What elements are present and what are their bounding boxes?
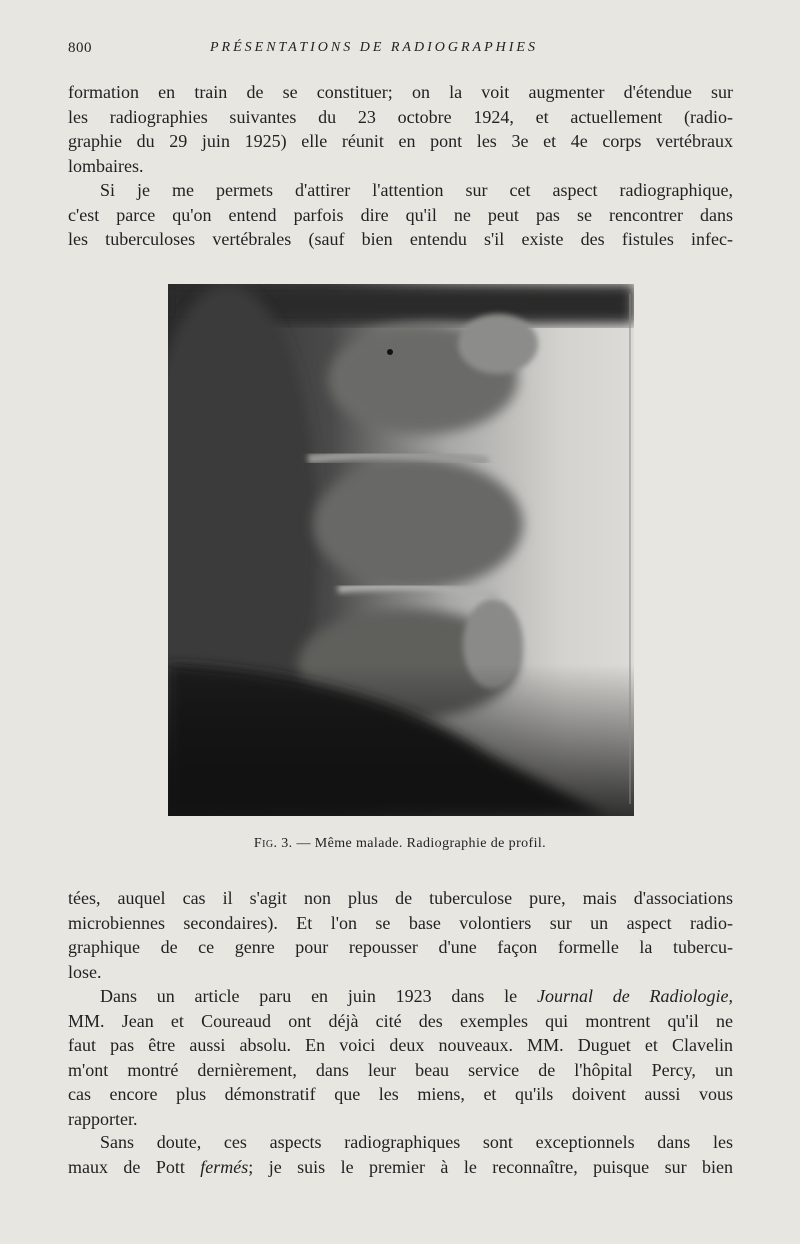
figure-label: Fig. 3. bbox=[253, 836, 293, 851]
text-line: lombaires. bbox=[68, 155, 144, 176]
text-line: c'est parce qu'on entend parfois dire qu'il ne peut pas se rencontrer dans bbox=[68, 204, 733, 225]
running-head: PRÉSENTATIONS DE RADIOGRAPHIES bbox=[210, 40, 538, 55]
text-line: microbiennes secondaires). Et l'on se base volontiers sur un aspect radio- bbox=[68, 912, 733, 933]
text-line: graphie du 29 juin 1925) elle réunit en pont les 3e et 4e corps vertébraux bbox=[68, 131, 733, 151]
text-line: graphique de ce genre pour repousser d'une façon formelle la tubercu- bbox=[68, 937, 733, 957]
text-segment: ; je suis le premier à le reconnaître, puisque sur bien bbox=[248, 1156, 733, 1177]
text-segment: Dans un article paru en juin 1923 dans le bbox=[100, 986, 518, 1006]
text-line: cas encore plus démonstratif que les miens, et qu'ils doivent aussi vous bbox=[68, 1084, 733, 1104]
text-line: rapporter. bbox=[68, 1108, 138, 1129]
figure-caption-text: — Même malade. Radiographie de profil. bbox=[296, 836, 547, 851]
paragraph-3 bbox=[68, 886, 733, 984]
journal-title: Journal de Radiologie, bbox=[536, 986, 733, 1006]
text-line: tées, auquel cas il s'agit non plus de tuberculose pure, mais d'associations bbox=[68, 888, 733, 908]
emphasis-word: fermés bbox=[200, 1156, 249, 1177]
text-line: MM. Jean et Coureaud ont déjà cité des exemples qui montrent qu'il ne bbox=[68, 1010, 733, 1031]
text-line: formation en train de se constituer; on la voit augmenter d'étendue sur bbox=[68, 82, 733, 102]
text-line: les radiographies suivantes du 23 octobre 1924, et actuellement (radio- bbox=[68, 106, 733, 127]
text-line: Sans doute, ces aspects radiographiques sont exceptionnels dans les bbox=[100, 1132, 733, 1152]
radiograph-image bbox=[168, 284, 634, 816]
text-line: lose. bbox=[68, 961, 102, 982]
paragraph-2 bbox=[68, 178, 733, 252]
text-line: faut pas être aussi absolu. En voici deux nouveaux. MM. Duguet et Clavelin bbox=[68, 1035, 733, 1055]
figure-caption bbox=[0, 836, 800, 852]
text-segment: maux de Pott bbox=[68, 1156, 185, 1177]
text-line: m'ont montré dernièrement, dans leur beau service de l'hôpital Percy, un bbox=[68, 1059, 733, 1080]
text-line: les tuberculoses vertébrales (sauf bien entendu s'il existe des fistules infec- bbox=[68, 229, 733, 249]
paragraph-1 bbox=[68, 80, 733, 178]
paragraph-4 bbox=[68, 984, 733, 1131]
text-line: Si je me permets d'attirer l'attention sur cet aspect radiographique, bbox=[100, 180, 733, 200]
radiograph-figure bbox=[168, 284, 634, 816]
text-line bbox=[68, 1155, 733, 1180]
paragraph-5 bbox=[68, 1130, 733, 1179]
page-number: 800 bbox=[68, 40, 92, 56]
text-line bbox=[68, 984, 733, 1009]
